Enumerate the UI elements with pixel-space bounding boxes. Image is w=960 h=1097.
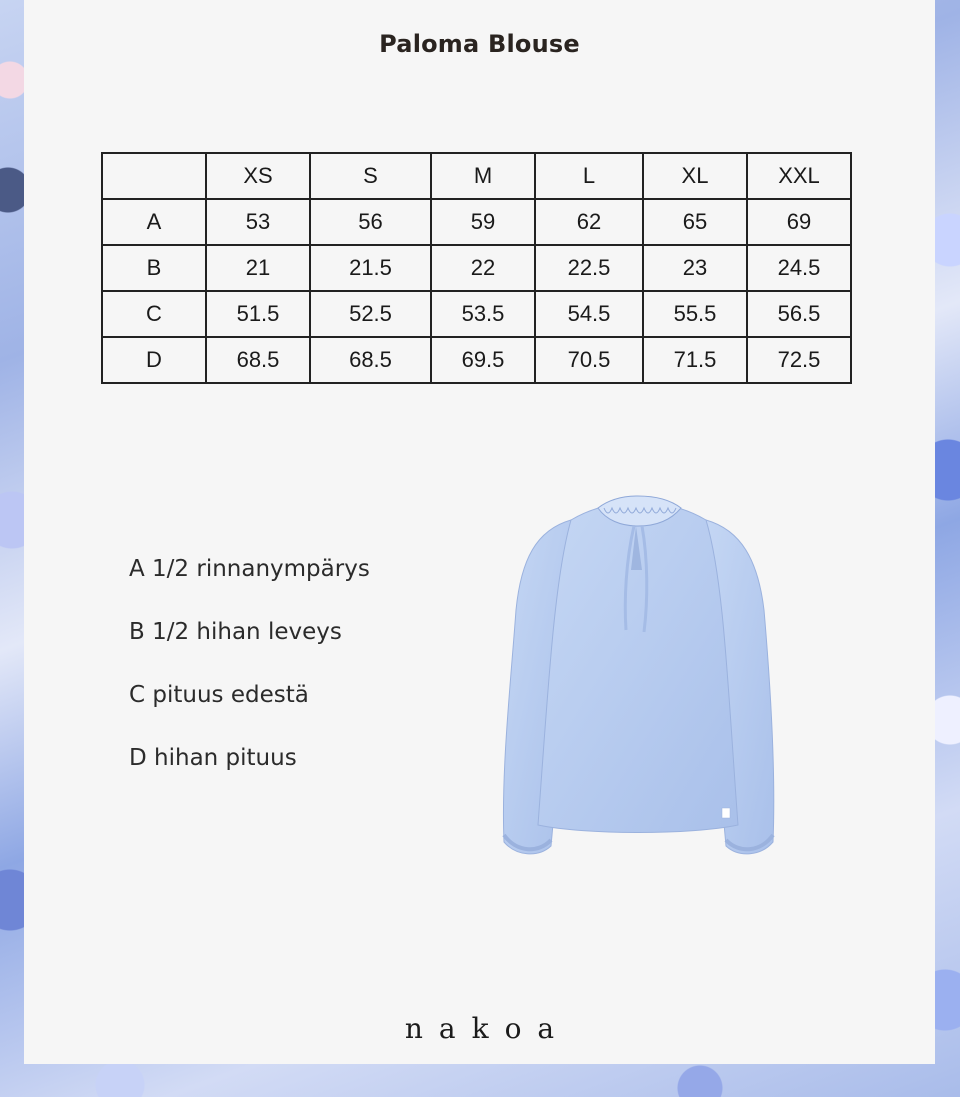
table-cell: 56 xyxy=(310,199,431,245)
table-cell: 51.5 xyxy=(206,291,310,337)
table-cell: 54.5 xyxy=(535,291,643,337)
table-header-cell: L xyxy=(535,153,643,199)
table-cell: 70.5 xyxy=(535,337,643,383)
table-cell: A xyxy=(102,199,206,245)
size-table xyxy=(101,152,852,384)
table-cell: C xyxy=(102,291,206,337)
table-header-cell xyxy=(102,153,206,199)
table-cell: B xyxy=(102,245,206,291)
table-header-cell: XS xyxy=(206,153,310,199)
table-cell: 24.5 xyxy=(747,245,851,291)
measurement-legend xyxy=(129,556,370,808)
table-cell: 21 xyxy=(206,245,310,291)
table-cell: 68.5 xyxy=(206,337,310,383)
table-row xyxy=(102,199,851,245)
page-title: Paloma Blouse xyxy=(379,30,580,58)
table-cell: 68.5 xyxy=(310,337,431,383)
table-row xyxy=(102,291,851,337)
table-cell: 53 xyxy=(206,199,310,245)
table-cell: 52.5 xyxy=(310,291,431,337)
legend-item: B 1/2 hihan leveys xyxy=(129,619,342,645)
table-cell: 62 xyxy=(535,199,643,245)
table-cell: 59 xyxy=(431,199,535,245)
table-row xyxy=(102,337,851,383)
table-cell: 21.5 xyxy=(310,245,431,291)
table-cell: 55.5 xyxy=(643,291,747,337)
size-guide-panel xyxy=(24,0,935,1064)
table-cell: 65 xyxy=(643,199,747,245)
table-row xyxy=(102,245,851,291)
brand-logo: nakoa xyxy=(404,1012,571,1045)
table-cell: 22.5 xyxy=(535,245,643,291)
blouse-image xyxy=(476,490,801,870)
table-header-cell: XL xyxy=(643,153,747,199)
table-cell: D xyxy=(102,337,206,383)
table-cell: 22 xyxy=(431,245,535,291)
table-header-cell: S xyxy=(310,153,431,199)
table-cell: 69.5 xyxy=(431,337,535,383)
legend-item: D hihan pituus xyxy=(129,745,297,771)
table-header-cell: XXL xyxy=(747,153,851,199)
legend-item: C pituus edestä xyxy=(129,682,309,708)
legend-item: A 1/2 rinnanympärys xyxy=(129,556,370,582)
table-cell: 23 xyxy=(643,245,747,291)
table-header-cell: M xyxy=(431,153,535,199)
table-header-row xyxy=(102,153,851,199)
table-cell: 69 xyxy=(747,199,851,245)
table-cell: 56.5 xyxy=(747,291,851,337)
table-cell: 71.5 xyxy=(643,337,747,383)
table-cell: 72.5 xyxy=(747,337,851,383)
table-cell: 53.5 xyxy=(431,291,535,337)
